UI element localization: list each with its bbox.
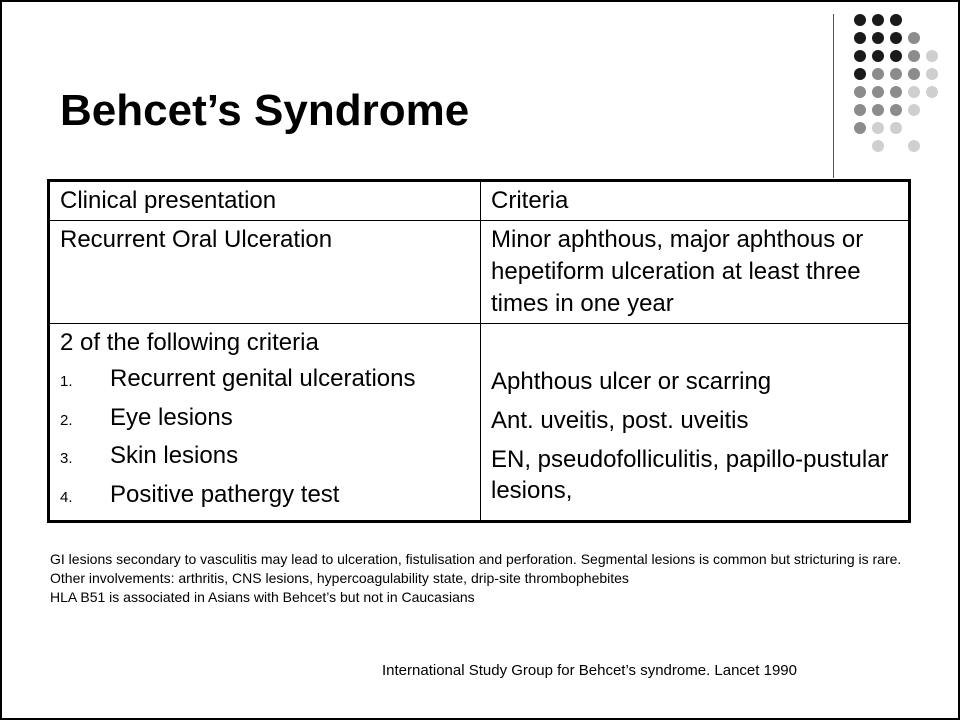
table-row bbox=[49, 221, 910, 324]
decorative-dot bbox=[890, 50, 902, 62]
decorative-dot bbox=[926, 68, 938, 80]
decorative-dot bbox=[926, 50, 938, 62]
criteria-minor-criteria bbox=[481, 324, 910, 522]
decorative-dot bbox=[872, 140, 884, 152]
decorative-dot bbox=[854, 32, 866, 44]
reference-citation: International Study Group for Behcet’s syndrome. Lancet 1990 bbox=[382, 662, 797, 679]
decorative-dot bbox=[890, 104, 902, 116]
decorative-dot bbox=[872, 32, 884, 44]
decorative-dot bbox=[872, 104, 884, 116]
decorative-dot bbox=[872, 122, 884, 134]
table-row bbox=[49, 324, 910, 522]
decorative-dot bbox=[872, 86, 884, 98]
decorative-dot bbox=[890, 86, 902, 98]
decorative-dot bbox=[872, 14, 884, 26]
decorative-dot bbox=[908, 68, 920, 80]
minor-criteria-heading: 2 of the following criteria bbox=[60, 329, 319, 356]
header-criteria: Criteria bbox=[481, 181, 910, 221]
decorative-dot bbox=[908, 86, 920, 98]
header-clinical-presentation: Clinical presentation bbox=[49, 181, 481, 221]
list-item-text: Recurrent genital ulcerations bbox=[110, 365, 416, 392]
list-number: 2. bbox=[60, 411, 73, 429]
decorative-dot bbox=[854, 50, 866, 62]
decorative-dot bbox=[854, 68, 866, 80]
criteria-oral-ulceration: Minor aphthous, major aphthous or hepetiform ulceration at least three times in one year bbox=[481, 221, 910, 324]
decorative-dot bbox=[926, 86, 938, 98]
decorative-dot bbox=[908, 32, 920, 44]
criteria-skin: EN, pseudofolliculitis, papillo-pustular lesions, bbox=[491, 446, 889, 504]
decorative-dot bbox=[908, 140, 920, 152]
list-item bbox=[60, 440, 470, 479]
note-gi-lesions: GI lesions secondary to vasculitis may lead to ulceration, fistulisation and perforation. Segmental lesions is common but stricturing is rare. bbox=[50, 551, 902, 567]
presentation-minor-criteria bbox=[49, 324, 481, 522]
presentation-oral-ulceration: Recurrent Oral Ulceration bbox=[49, 221, 481, 324]
note-hla-b51: HLA B51 is associated in Asians with Behcet’s but not in Caucasians bbox=[50, 589, 475, 605]
list-item-text: Positive pathergy test bbox=[110, 480, 340, 508]
decorative-dot bbox=[872, 68, 884, 80]
list-number: 1. bbox=[60, 373, 73, 390]
decorative-dot bbox=[854, 122, 866, 134]
list-item bbox=[60, 402, 470, 441]
footnotes bbox=[50, 550, 910, 607]
decorative-dot bbox=[854, 86, 866, 98]
decorative-dot bbox=[908, 50, 920, 62]
list-number: 4. bbox=[60, 488, 73, 506]
list-item bbox=[60, 363, 470, 402]
table-header-row bbox=[49, 181, 910, 221]
decorative-dot bbox=[890, 122, 902, 134]
slide-title: Behcet’s Syndrome bbox=[60, 86, 470, 135]
criteria-spacer bbox=[491, 327, 898, 363]
list-number: 3. bbox=[60, 450, 73, 467]
decorative-dot bbox=[908, 104, 920, 116]
criteria-table bbox=[47, 179, 911, 523]
criteria-eye: Ant. uveitis, post. uveitis bbox=[491, 406, 749, 434]
list-item bbox=[60, 479, 470, 518]
decorative-dot bbox=[890, 68, 902, 80]
decorative-dot bbox=[854, 104, 866, 116]
decorative-dot bbox=[854, 14, 866, 26]
criteria-genital: Aphthous ulcer or scarring bbox=[491, 368, 772, 395]
list-item-text: Eye lesions bbox=[110, 403, 233, 431]
note-other-involvements: Other involvements: arthritis, CNS lesions, hypercoagulability state, drip-site thrombophebites bbox=[50, 570, 629, 586]
decorative-dot bbox=[890, 32, 902, 44]
decorative-dot bbox=[890, 14, 902, 26]
list-item-text: Skin lesions bbox=[110, 442, 239, 469]
decorative-dot bbox=[872, 50, 884, 62]
